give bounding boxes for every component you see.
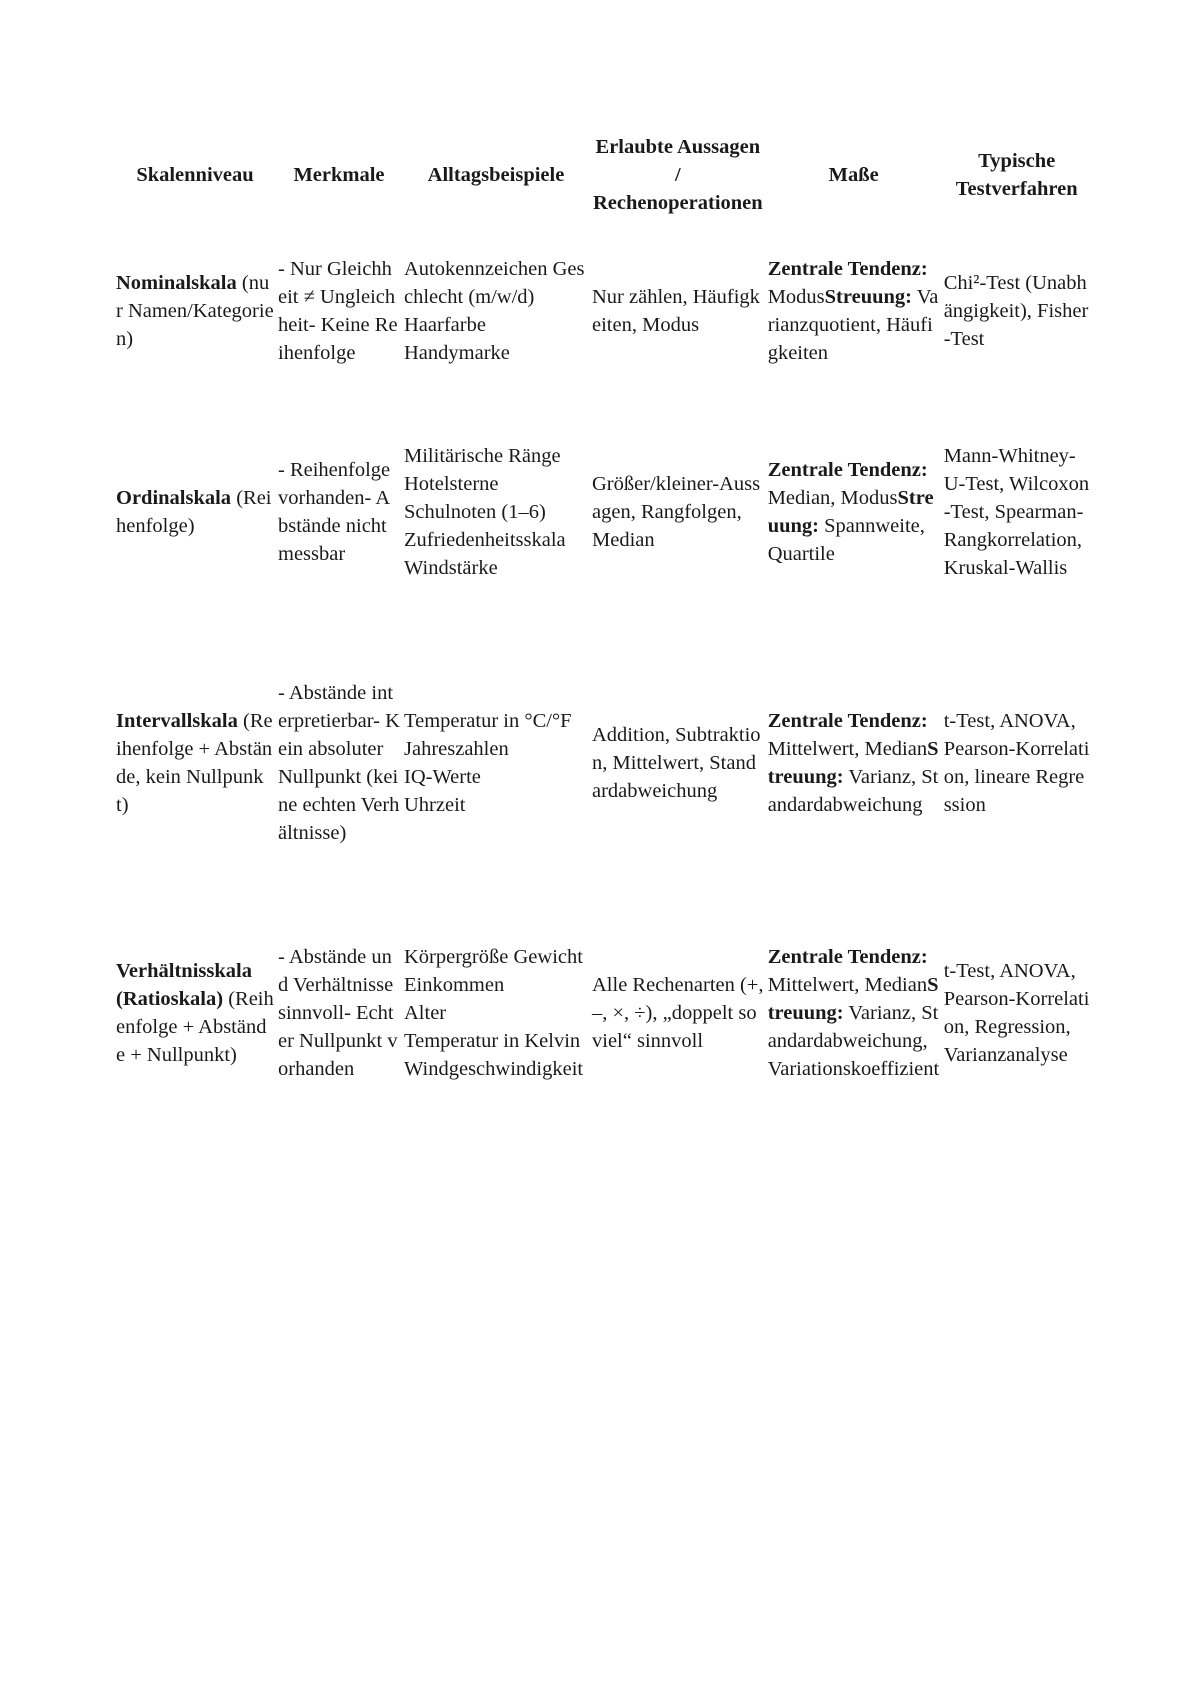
table-row — [114, 236, 1092, 386]
spread-label: Streuung: — [767, 974, 939, 1024]
cell-scale — [114, 888, 276, 1138]
spread-label: Streuung: — [824, 286, 912, 308]
table-header-row — [114, 114, 1092, 236]
central-tendency-values: Mittelwert, Median — [767, 738, 928, 760]
cell-examples: Körpergröße Gewicht Einkommen Alter Temperatur in Kelvin Windgeschwindigkeit — [404, 946, 584, 1080]
spread-values: Varianz, Standardabweichung — [767, 766, 939, 816]
header-erlaubte-aussagen: Erlaubte Aussagen / Rechenoperationen — [593, 136, 763, 214]
spread-label: Streuung: — [767, 487, 934, 537]
central-tendency-label: Zentrale Tendenz: — [767, 459, 928, 481]
cell-features: - Nur Gleichheit ≠ Ungleichheit- Keine Reihenfolge — [278, 258, 398, 364]
header-testverfahren: Typische Testverfahren — [955, 150, 1078, 200]
cell-scale — [114, 386, 276, 638]
cell-tests: Chi²-Test (Unabhängigkeit), Fisher-Test — [943, 272, 1089, 350]
spread-values: Varianzquotient, Häufigkeiten — [767, 286, 939, 364]
scale-name: Nominalskala — [116, 272, 237, 294]
scale-note: (Reihenfolge + Abstände + Nullpunkt) — [116, 988, 274, 1066]
scale-note: (nur Namen/Kategorien) — [116, 272, 274, 350]
spread-values: Varianz, Standardabweichung, Variationskoeffizient — [767, 1002, 940, 1080]
central-tendency-label: Zentrale Tendenz: — [767, 946, 928, 968]
table-row — [114, 638, 1092, 888]
cell-operations: Alle Rechenarten (+, –, ×, ÷), „doppelt so viel“ sinnvoll — [592, 974, 764, 1052]
header-masse: Maße — [828, 164, 879, 186]
scale-name: Intervallskala — [116, 710, 238, 732]
scale-levels-table — [114, 114, 1092, 1138]
scale-note: (Reihenfolge) — [116, 487, 272, 537]
cell-examples: Temperatur in °C/°F Jahreszahlen IQ-Werte Uhrzeit — [404, 710, 572, 816]
header-merkmale: Merkmale — [293, 164, 385, 186]
scale-name: Verhältnisskala (Ratioskala) — [116, 960, 252, 1010]
scale-note: (Reihenfolge + Abstände, kein Nullpunkt) — [116, 710, 273, 816]
central-tendency-values: Modus — [767, 286, 825, 308]
central-tendency-values: Median, Modus — [767, 487, 898, 509]
cell-examples: Militärische Ränge Hotelsterne Schulnoten (1–6) Zufriedenheitsskala Windstärke — [404, 445, 566, 579]
spread-values: Spannweite, Quartile — [767, 515, 925, 565]
central-tendency-label: Zentrale Tendenz: — [767, 710, 928, 732]
header-alltagsbeispiele: Alltagsbeispiele — [427, 164, 565, 186]
cell-measures — [766, 236, 942, 386]
cell-measures — [766, 888, 942, 1138]
spread-label: Streuung: — [767, 738, 939, 788]
scale-name: Ordinalskala — [116, 487, 232, 509]
cell-operations: Größer/kleiner-Aussagen, Rangfolgen, Median — [592, 473, 761, 551]
cell-operations: Addition, Subtraktion, Mittelwert, Standardabweichung — [592, 724, 761, 802]
central-tendency-values: Mittelwert, Median — [767, 974, 928, 996]
cell-measures — [766, 638, 942, 888]
table-row — [114, 386, 1092, 638]
cell-scale — [114, 638, 276, 888]
cell-measures — [766, 386, 942, 638]
cell-tests: t-Test, ANOVA, Pearson-Korrelation, Regression, Varianzanalyse — [943, 960, 1090, 1066]
table-row — [114, 888, 1092, 1138]
cell-examples: Autokennzeichen Geschlecht (m/w/d) Haarfarbe Handymarke — [404, 258, 585, 364]
cell-operations: Nur zählen, Häufigkeiten, Modus — [592, 286, 760, 336]
cell-scale — [114, 236, 276, 386]
header-skalenniveau: Skalenniveau — [136, 164, 254, 186]
cell-tests: t-Test, ANOVA, Pearson-Korrelation, lineare Regression — [943, 710, 1090, 816]
central-tendency-label: Zentrale Tendenz: — [767, 258, 928, 280]
cell-features: - Abstände und Verhältnisse sinnvoll- Echter Nullpunkt vorhanden — [278, 946, 398, 1080]
cell-tests: Mann-Whitney-U-Test, Wilcoxon-Test, Spearman-Rangkorrelation, Kruskal-Wallis — [943, 445, 1090, 579]
cell-features: - Abstände interpretierbar- Kein absoluter Nullpunkt (keine echten Verhältnisse) — [278, 682, 400, 844]
cell-features: - Reihenfolge vorhanden- Abstände nicht messbar — [278, 459, 391, 565]
